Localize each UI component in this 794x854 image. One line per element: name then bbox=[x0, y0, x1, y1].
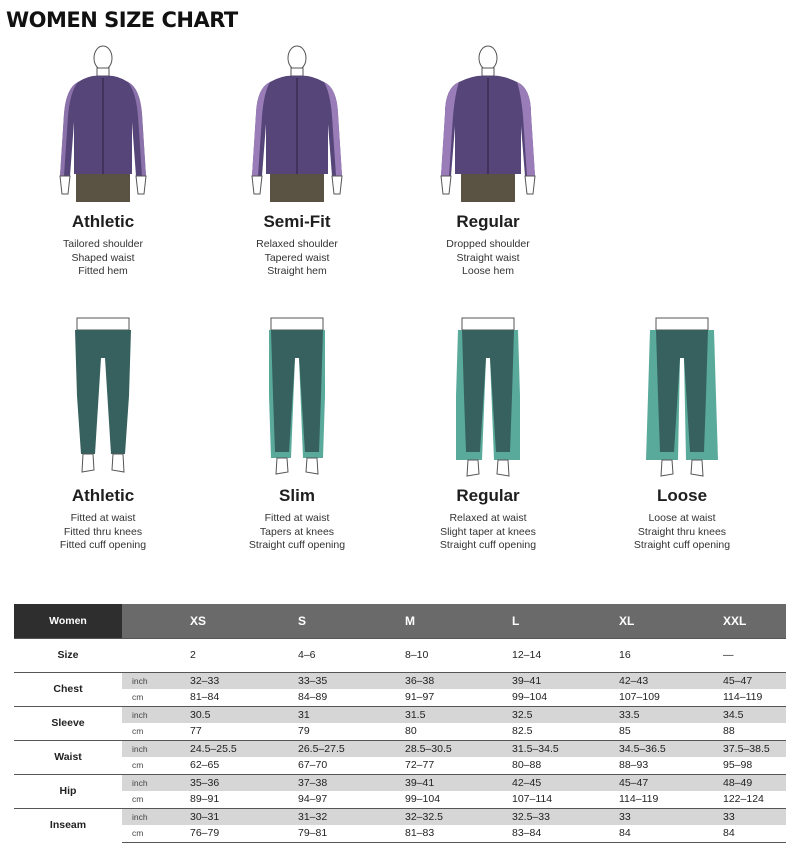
fit-card-bottom-slim bbox=[202, 312, 392, 553]
table-cell: 72–77 bbox=[393, 757, 500, 774]
table-cell: 79 bbox=[286, 723, 393, 740]
table-cell: 30.5 bbox=[178, 706, 286, 723]
fit-description: Relaxed at waist Slight taper at knees Straight cuff opening bbox=[439, 512, 537, 551]
table-row bbox=[14, 791, 786, 808]
table-row bbox=[14, 672, 786, 689]
table-cell: 88 bbox=[711, 723, 786, 740]
table-cell: 31 bbox=[286, 706, 393, 723]
row-label: Inseam bbox=[14, 808, 122, 842]
size-header-row bbox=[14, 604, 786, 638]
table-cell: 67–70 bbox=[286, 757, 393, 774]
table-cell: 84–89 bbox=[286, 689, 393, 706]
table-cell: 31.5 bbox=[393, 706, 500, 723]
size-header: XS bbox=[178, 604, 286, 638]
fit-card-bottom-loose bbox=[587, 312, 777, 553]
table-cell: 33–35 bbox=[286, 672, 393, 689]
size-header: L bbox=[500, 604, 607, 638]
table-row bbox=[14, 706, 786, 723]
unit-cell: cm bbox=[122, 723, 178, 740]
table-cell: 32.5 bbox=[500, 706, 607, 723]
table-cell: 42–45 bbox=[500, 774, 607, 791]
table-row bbox=[14, 638, 786, 672]
table-row bbox=[14, 757, 786, 774]
row-label: Size bbox=[14, 638, 122, 672]
table-corner-label: Women bbox=[14, 604, 122, 638]
table-cell: 45–47 bbox=[607, 774, 711, 791]
page-title: WOMEN SIZE CHART bbox=[6, 8, 238, 32]
size-header: S bbox=[286, 604, 393, 638]
row-label: Hip bbox=[14, 774, 122, 808]
unit-cell: inch bbox=[122, 672, 178, 689]
table-row bbox=[14, 808, 786, 825]
table-cell: 33 bbox=[711, 808, 786, 825]
unit-cell: inch bbox=[122, 774, 178, 791]
table-cell: 39–41 bbox=[393, 774, 500, 791]
table-cell: 36–38 bbox=[393, 672, 500, 689]
table-cell: 94–97 bbox=[286, 791, 393, 808]
table-cell: 45–47 bbox=[711, 672, 786, 689]
fit-description: Fitted at waist Fitted thru knees Fitted cuff opening bbox=[59, 512, 147, 551]
fit-name: Athletic bbox=[71, 212, 135, 231]
unit-column-header bbox=[122, 604, 178, 638]
unit-cell: inch bbox=[122, 740, 178, 757]
table-cell: 26.5–27.5 bbox=[286, 740, 393, 757]
jacket-regular-icon bbox=[433, 44, 543, 206]
unit-cell: cm bbox=[122, 757, 178, 774]
table-cell: 114–119 bbox=[607, 791, 711, 808]
size-header: XXL bbox=[711, 604, 786, 638]
fit-card-bottom-regular bbox=[393, 312, 583, 553]
row-label: Chest bbox=[14, 672, 122, 706]
table-cell: 89–91 bbox=[178, 791, 286, 808]
table-row bbox=[14, 774, 786, 791]
table-cell: 33 bbox=[607, 808, 711, 825]
fit-description: Loose at waist Straight thru knees Straight cuff opening bbox=[633, 512, 731, 551]
table-row bbox=[14, 723, 786, 740]
table-cell: 80 bbox=[393, 723, 500, 740]
table-cell: 48–49 bbox=[711, 774, 786, 791]
table-row bbox=[14, 740, 786, 757]
fit-description: Tailored shoulder Shaped waist Fitted hem bbox=[63, 238, 143, 277]
table-cell: 37–38 bbox=[286, 774, 393, 791]
table-cell: 30–31 bbox=[178, 808, 286, 825]
size-header: M bbox=[393, 604, 500, 638]
table-cell: 91–97 bbox=[393, 689, 500, 706]
table-cell: 114–119 bbox=[711, 689, 786, 706]
unit-cell: inch bbox=[122, 808, 178, 825]
table-cell: 24.5–25.5 bbox=[178, 740, 286, 757]
fit-name: Athletic bbox=[71, 486, 135, 505]
table-cell: 84 bbox=[607, 825, 711, 842]
fit-name: Loose bbox=[656, 486, 708, 505]
fit-name: Slim bbox=[279, 486, 315, 505]
table-cell: 82.5 bbox=[500, 723, 607, 740]
unit-cell: cm bbox=[122, 689, 178, 706]
size-table bbox=[14, 604, 786, 843]
pants-regular-icon bbox=[448, 312, 528, 480]
fit-name: Regular bbox=[456, 212, 520, 231]
unit-cell: inch bbox=[122, 706, 178, 723]
table-cell: 62–65 bbox=[178, 757, 286, 774]
fit-description: Fitted at waist Tapers at knees Straight cuff opening bbox=[248, 512, 346, 551]
fit-description: Dropped shoulder Straight waist Loose hem bbox=[446, 238, 530, 277]
pants-athletic-icon bbox=[63, 312, 143, 480]
table-cell: 35–36 bbox=[178, 774, 286, 791]
pants-slim-icon bbox=[257, 312, 337, 480]
table-cell: 32–32.5 bbox=[393, 808, 500, 825]
table-cell: 34.5 bbox=[711, 706, 786, 723]
table-cell: 12–14 bbox=[500, 638, 607, 672]
table-cell: 122–124 bbox=[711, 791, 786, 808]
unit-cell bbox=[122, 638, 178, 672]
fit-card-top-athletic bbox=[8, 44, 198, 279]
table-cell: 31.5–34.5 bbox=[500, 740, 607, 757]
fit-description: Relaxed shoulder Tapered waist Straight hem bbox=[256, 238, 338, 277]
table-cell: 31–32 bbox=[286, 808, 393, 825]
table-cell: 2 bbox=[178, 638, 286, 672]
table-row bbox=[14, 825, 786, 842]
table-cell: 85 bbox=[607, 723, 711, 740]
fit-card-top-regular bbox=[393, 44, 583, 279]
table-cell: 33.5 bbox=[607, 706, 711, 723]
table-cell: 107–109 bbox=[607, 689, 711, 706]
table-cell: 83–84 bbox=[500, 825, 607, 842]
table-cell: 32.5–33 bbox=[500, 808, 607, 825]
row-label: Waist bbox=[14, 740, 122, 774]
jacket-athletic-icon bbox=[48, 44, 158, 206]
table-cell: 32–33 bbox=[178, 672, 286, 689]
jacket-semi-fit-icon bbox=[242, 44, 352, 206]
table-cell: 16 bbox=[607, 638, 711, 672]
table-cell: 84 bbox=[711, 825, 786, 842]
table-cell: 4–6 bbox=[286, 638, 393, 672]
row-label: Sleeve bbox=[14, 706, 122, 740]
fit-name: Semi-Fit bbox=[263, 212, 331, 231]
unit-cell: cm bbox=[122, 825, 178, 842]
size-header: XL bbox=[607, 604, 711, 638]
table-cell: — bbox=[711, 638, 786, 672]
table-cell: 81–83 bbox=[393, 825, 500, 842]
table-cell: 28.5–30.5 bbox=[393, 740, 500, 757]
table-cell: 37.5–38.5 bbox=[711, 740, 786, 757]
fit-card-top-semi-fit bbox=[202, 44, 392, 279]
table-cell: 107–114 bbox=[500, 791, 607, 808]
pants-loose-icon bbox=[642, 312, 722, 480]
table-cell: 99–104 bbox=[393, 791, 500, 808]
table-cell: 77 bbox=[178, 723, 286, 740]
table-cell: 42–43 bbox=[607, 672, 711, 689]
table-cell: 81–84 bbox=[178, 689, 286, 706]
table-cell: 8–10 bbox=[393, 638, 500, 672]
table-cell: 95–98 bbox=[711, 757, 786, 774]
table-cell: 79–81 bbox=[286, 825, 393, 842]
table-cell: 88–93 bbox=[607, 757, 711, 774]
table-row bbox=[14, 689, 786, 706]
table-cell: 99–104 bbox=[500, 689, 607, 706]
table-cell: 39–41 bbox=[500, 672, 607, 689]
table-cell: 80–88 bbox=[500, 757, 607, 774]
table-cell: 76–79 bbox=[178, 825, 286, 842]
fit-card-bottom-athletic bbox=[8, 312, 198, 553]
unit-cell: cm bbox=[122, 791, 178, 808]
fit-name: Regular bbox=[456, 486, 520, 505]
table-cell: 34.5–36.5 bbox=[607, 740, 711, 757]
